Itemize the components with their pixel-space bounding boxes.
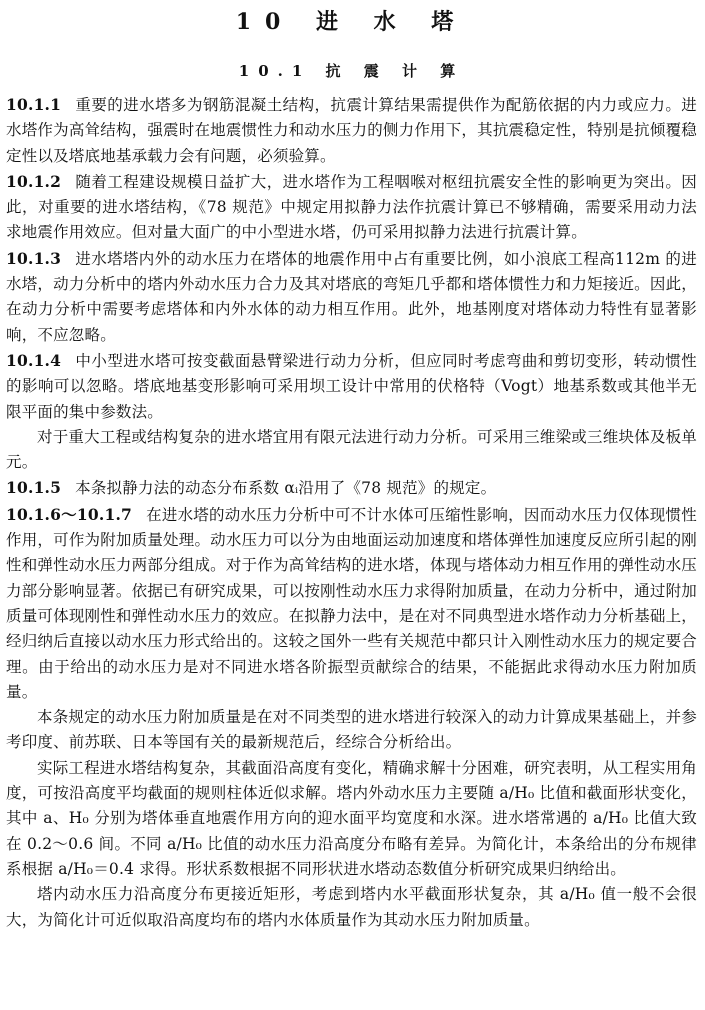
paragraph-10-1-3 [6, 246, 697, 348]
chapter-title: 10 进 水 塔 [235, 9, 468, 35]
clause-number: 10.1.2 [6, 171, 62, 191]
paragraph-text: 对于重大工程或结构复杂的进水塔宜用有限元法进行动力分析。可采用三维梁或三维块体及板单元。 [6, 427, 697, 472]
paragraph-10-1-6-7 [6, 502, 697, 705]
paragraph-10-1-4 [6, 348, 697, 425]
paragraph-text: 塔内动水压力沿高度分布更接近矩形，考虑到塔内水平截面形状复杂，其 a/H₀ 值一般不会很大，为简化计可近似取沿高度均布的塔内水体质量作为其动水压力附加质量。 [6, 885, 697, 929]
paragraph-text: 随着工程建设规模日益扩大，进水塔作为工程咽喉对枢纽抗震安全性的影响更为突出。因此，对重要的进水塔结构，《78 规范》中规定用拟静力法作抗震计算已不够精确，需要采用动力法求地震作用效应。但对量大面广的中小型进水塔，仍可采用拟静力法进行抗震计算。 [6, 172, 697, 242]
paragraph-internal-pressure [6, 882, 697, 933]
paragraph-text: 重要的进水塔多为钢筋混凝土结构，抗震计算结果需提供作为配筋依据的内力或应力。进水塔作为高耸结构，强震时在地震惯性力和动水压力的侧力作用下，其抗震稳定性，特别是抗倾覆稳定性以及塔底地基承载力会有问题，必须验算。 [6, 96, 697, 165]
paragraph-10-1-5 [6, 475, 697, 501]
paragraph-text: 进水塔塔内外的动水压力在塔体的地震作用中占有重要比例，如小浪底工程高112m 的进水塔，动力分析中的塔内外动水压力合力及其对塔底的弯矩几乎都和塔体惯性力和力矩接近。因此，在动力分析中需要考虑塔体和内外水体的动力相互作用。此外，地基刚度对塔体动力特性有显著影响，不应忽略。 [6, 249, 697, 344]
clause-number: 10.1.6～10.1.7 [6, 504, 133, 524]
paragraph-10-1-4-cont [6, 425, 697, 476]
clause-number: 10.1.1 [6, 95, 62, 114]
paragraph-text: 本条规定的动水压力附加质量是在对不同类型的进水塔进行较深入的动力计算成果基础上，并参考印度、前苏联、日本等国有关的最新规范后，经综合分析给出。 [6, 708, 697, 752]
paragraph-text: 实际工程进水塔结构复杂，其截面沿高度有变化，精确求解十分困难，研究表明，从工程实用角度，可按沿高度平均截面的规则柱体近似求解。塔内外动水压力主要随 a/H₀ 比值和截面形状变化，其中 a、H₀ 分别为塔体垂直地震作用方向的迎水面平均宽度和水深。进水塔常遇的 a/H₀ 比值大致在 0.2～0.6 间。不同 a/H₀ 比值的动水压力沿高度分布略有差异。为简化计，本条给出的分布规律系根据 a/H₀＝0.4 求得。形状系数根据不同形状进水塔动态数值分析研究成果归纳给出。 [6, 758, 697, 878]
paragraph-added-mass [6, 705, 697, 756]
clause-number: 10.1.4 [6, 350, 62, 370]
paragraph-text: 本条拟静力法的动态分布系数 αᵢ沿用了《78 规范》的规定。 [75, 479, 497, 498]
paragraph-text: 中小型进水塔可按变截面悬臂梁进行动力分析，但应同时考虑弯曲和剪切变形，转动惯性的影响可以忽略。塔底地基变形影响可采用坝工设计中常用的伏格特（Vogt）地基系数或其他半无限平面的集中参数法。 [6, 351, 697, 421]
paragraph-practical-calculation [6, 756, 697, 882]
paragraph-text: 在进水塔的动水压力分析中可不计水体可压缩性影响，因而动水压力仅体现惯性作用，可作为附加质量处理。动水压力可以分为由地面运动加速度和塔体弹性加速度反应所引起的刚性和弹性动水压力两部分组成。对于作为高耸结构的进水塔，体现与塔体动力相互作用的弹性动水压力部分影响显著。依据已有研究成果，可以按刚性动水压力求得附加质量，在动力分析中，通过附加质量可体现刚性和弹性动水压力的效应。在拟静力法中，是在对不同典型进水塔作动力分析基础上，经归纳后直接以动水压力形式给出的。这较之国外一些有关规范中都只计入刚性动水压力的规定要合理。由于给出的动水压力是对不同进水塔各阶振型贡献综合的结果，不能据此求得动水压力附加质量。 [6, 505, 697, 701]
paragraph-10-1-1 [6, 92, 697, 169]
paragraph-10-1-2 [6, 169, 697, 246]
section-title: 10.1 抗 震 计 算 [238, 62, 465, 80]
clause-number: 10.1.5 [6, 478, 62, 498]
clause-number: 10.1.3 [6, 248, 62, 268]
